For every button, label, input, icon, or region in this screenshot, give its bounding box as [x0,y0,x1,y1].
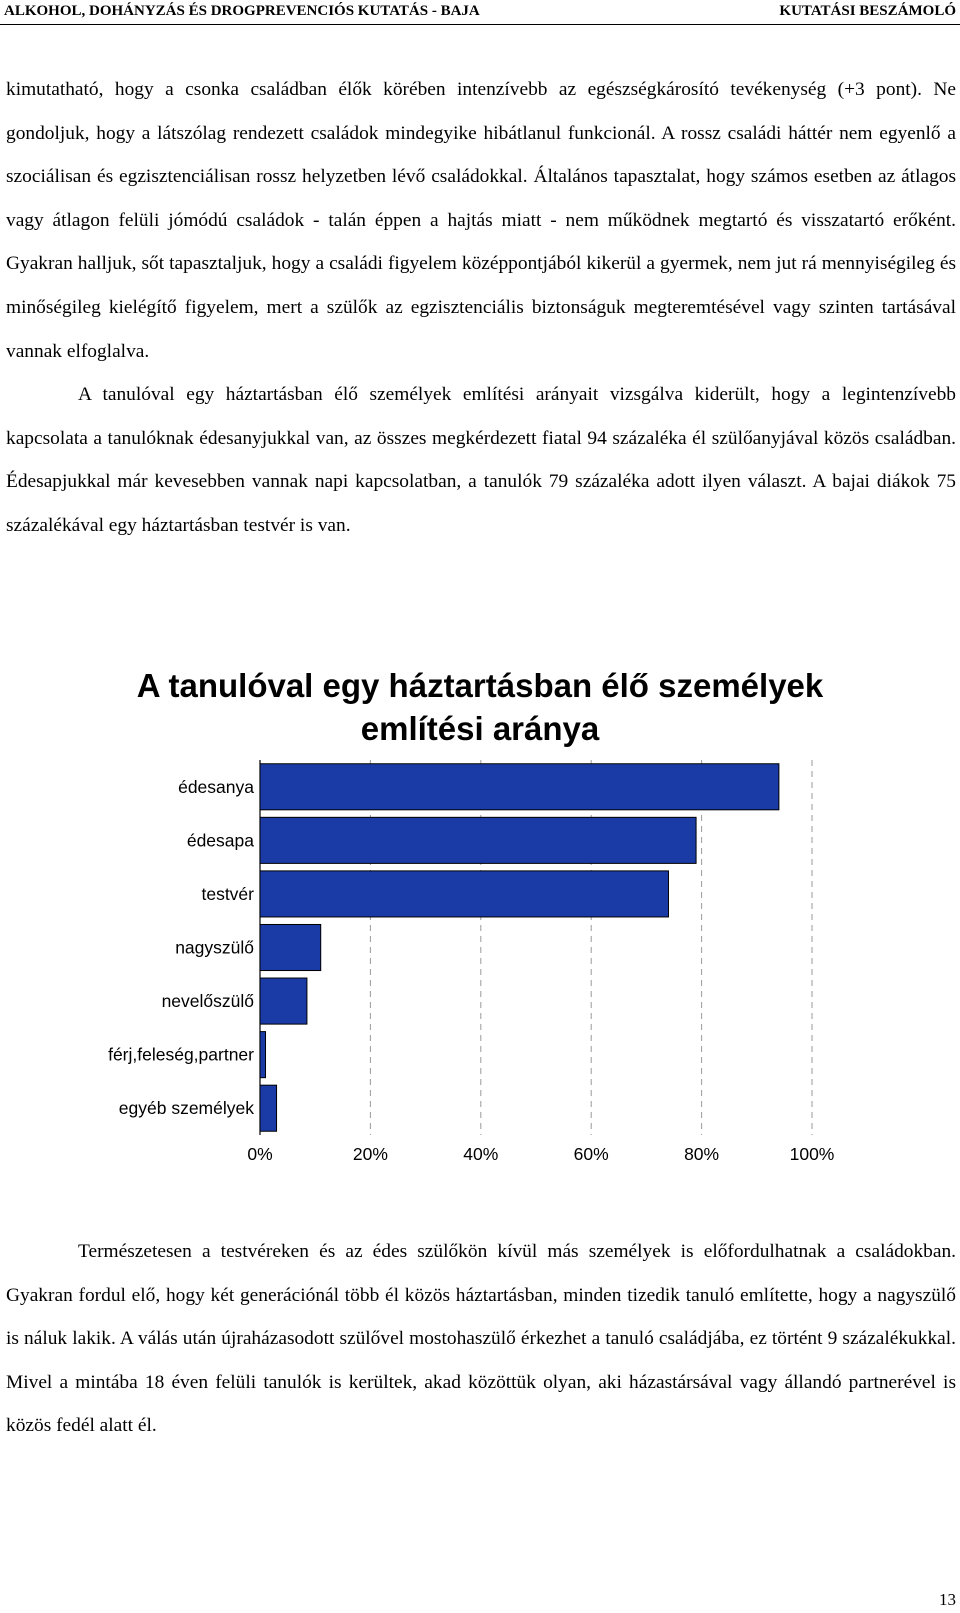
category-label: férj,feleség,partner [108,1044,254,1065]
category-label: nagyszülő [175,937,254,958]
x-tick-label: 0% [247,1144,273,1164]
paragraph-family-background-part1: kimutatható, hogy a csonka családban élők körében intenzívebb az egészségkárosító tevékenység (+3 pont). Ne gondoljuk, hogy a látszólag rendezett családok mindegyike hibátlanul funkcionál. A rossz családi háttér nem egyenlő a szociálisan és egzisztenciálisan rossz helyzetben lévő családokkal. Általános tapasztalat, hogy számos esetben az átlagos vagy átlagon felüli jómódú családok - talán éppen a hajtás miatt - nem működnek megtartó és visszatartó erőként. Gyakran halljuk, sőt tapasztaljuk, hogy a családi figyelem középpontjából kikerül a gyermek, nem jut rá mennyiségileg és minőségileg kielégítő figyelem, mert a szülők az egzisztenciális biztonságuk megteremtésével vagy szinten tartásával vannak elfoglalva. [6,79,956,362]
page-number: 13 [939,1590,956,1609]
bar-4 [260,924,321,970]
bar-1 [260,764,779,810]
x-tick-label: 40% [463,1144,499,1164]
category-label: édesanya [178,776,254,797]
bar-7 [260,1085,277,1131]
page-header [0,0,960,25]
chart-title [0,664,960,750]
x-tick-label: 80% [684,1144,720,1164]
category-label: édesapa [186,830,254,851]
header-title: ALKOHOL, DOHÁNYZÁS ÉS DROGPREVENCIÓS KUTATÁS - BAJA [4,3,480,19]
chart-title-line2: említési aránya [360,710,600,747]
bar-6 [260,1032,266,1078]
category-label: egyéb személyek [118,1098,254,1119]
paragraph-other-household-members-text: Természetesen a testvéreken és az édes szülőkön kívül más személyek is előfordulhatnak a családokban. Gyakran fordul elő, hogy két generációnál több él közös háztartásban, minden tizedik tanuló említette, hogy a nagyszülő is náluk lakik. A válás után újraházasodott szülővel mostohaszülő érkezhet a tanuló családjába, ez történt 9 százalékukkal. Mivel a mintába 18 éven felüli tanulók is kerültek, akad közöttük olyan, aki házastársával vagy állandó partnerével is közös fedél alatt él. [6,1241,956,1437]
household-members-bar-chart [0,760,960,1180]
bar-5 [260,978,307,1024]
paragraph-family-background-part2: A tanulóval egy háztartásban élő személyek említési arányait vizsgálva kiderült, hogy a legintenzívebb kapcsolata a tanulóknak édesanyjukkal van, az összes megkérdezett fiatal 94 százaléka él szülőanyjával közös családban. Édesapjukkal már kevesebben vannak napi kapcsolatban, a tanulók 79 százaléka adott ilyen választ. A bajai diákok 75 százalékával egy háztartásban testvér is van. [6,384,956,536]
category-label: nevelőszülő [161,991,254,1012]
bar-2 [260,817,696,863]
category-label: testvér [201,883,254,904]
x-tick-label: 20% [352,1144,388,1164]
bar-3 [260,871,668,917]
x-tick-label: 60% [573,1144,609,1164]
x-tick-label: 100% [789,1144,835,1164]
paragraph-family-background [6,68,956,548]
header-report-label: KUTATÁSI BESZÁMOLÓ [779,3,956,19]
paragraph-other-household-members [6,1230,956,1448]
chart-title-line1: A tanulóval egy háztartásban élő személyek [136,667,824,704]
